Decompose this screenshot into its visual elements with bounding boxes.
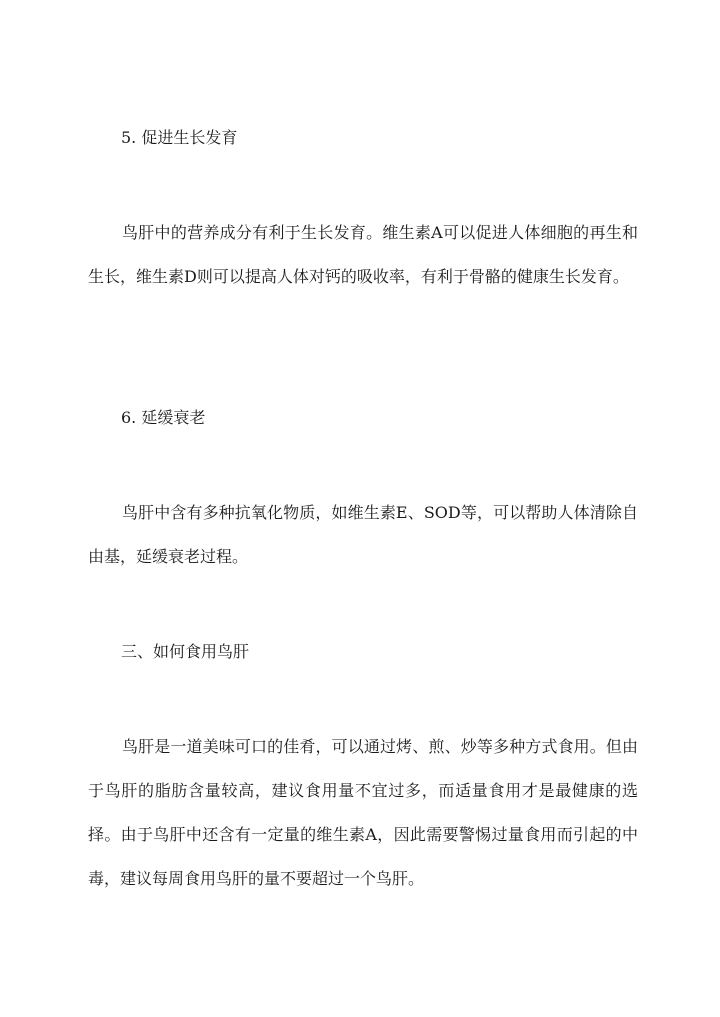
section-heading-growth: 5. 促进生长发育 <box>121 128 238 147</box>
paragraph-how-to-eat: 鸟肝是一道美味可口的佳肴，可以通过烤、煎、炒等多种方式食用。但由于鸟肝的脂肪含量较高，建议食用量不宜过多，而适量食用才是最健康的选择。由于鸟肝中还含有一定量的维生素A，因此需要警惕过量食用而引起的中毒，建议每周食用鸟肝的量不要超过一个鸟肝。 <box>88 737 638 888</box>
section-heading-how-to-eat: 三、如何食用鸟肝 <box>121 642 250 661</box>
paragraph-growth: 鸟肝中的营养成分有利于生长发育。维生素A可以促进人体细胞的再生和生长，维生素D则可以提高人体对钙的吸收率，有利于骨骼的健康生长发育。 <box>88 223 638 286</box>
section-heading-anti-aging: 6. 延缓衰老 <box>121 408 206 427</box>
paragraph-anti-aging: 鸟肝中含有多种抗氧化物质，如维生素E、SOD等，可以帮助人体清除自由基，延缓衰老过程。 <box>88 503 638 566</box>
